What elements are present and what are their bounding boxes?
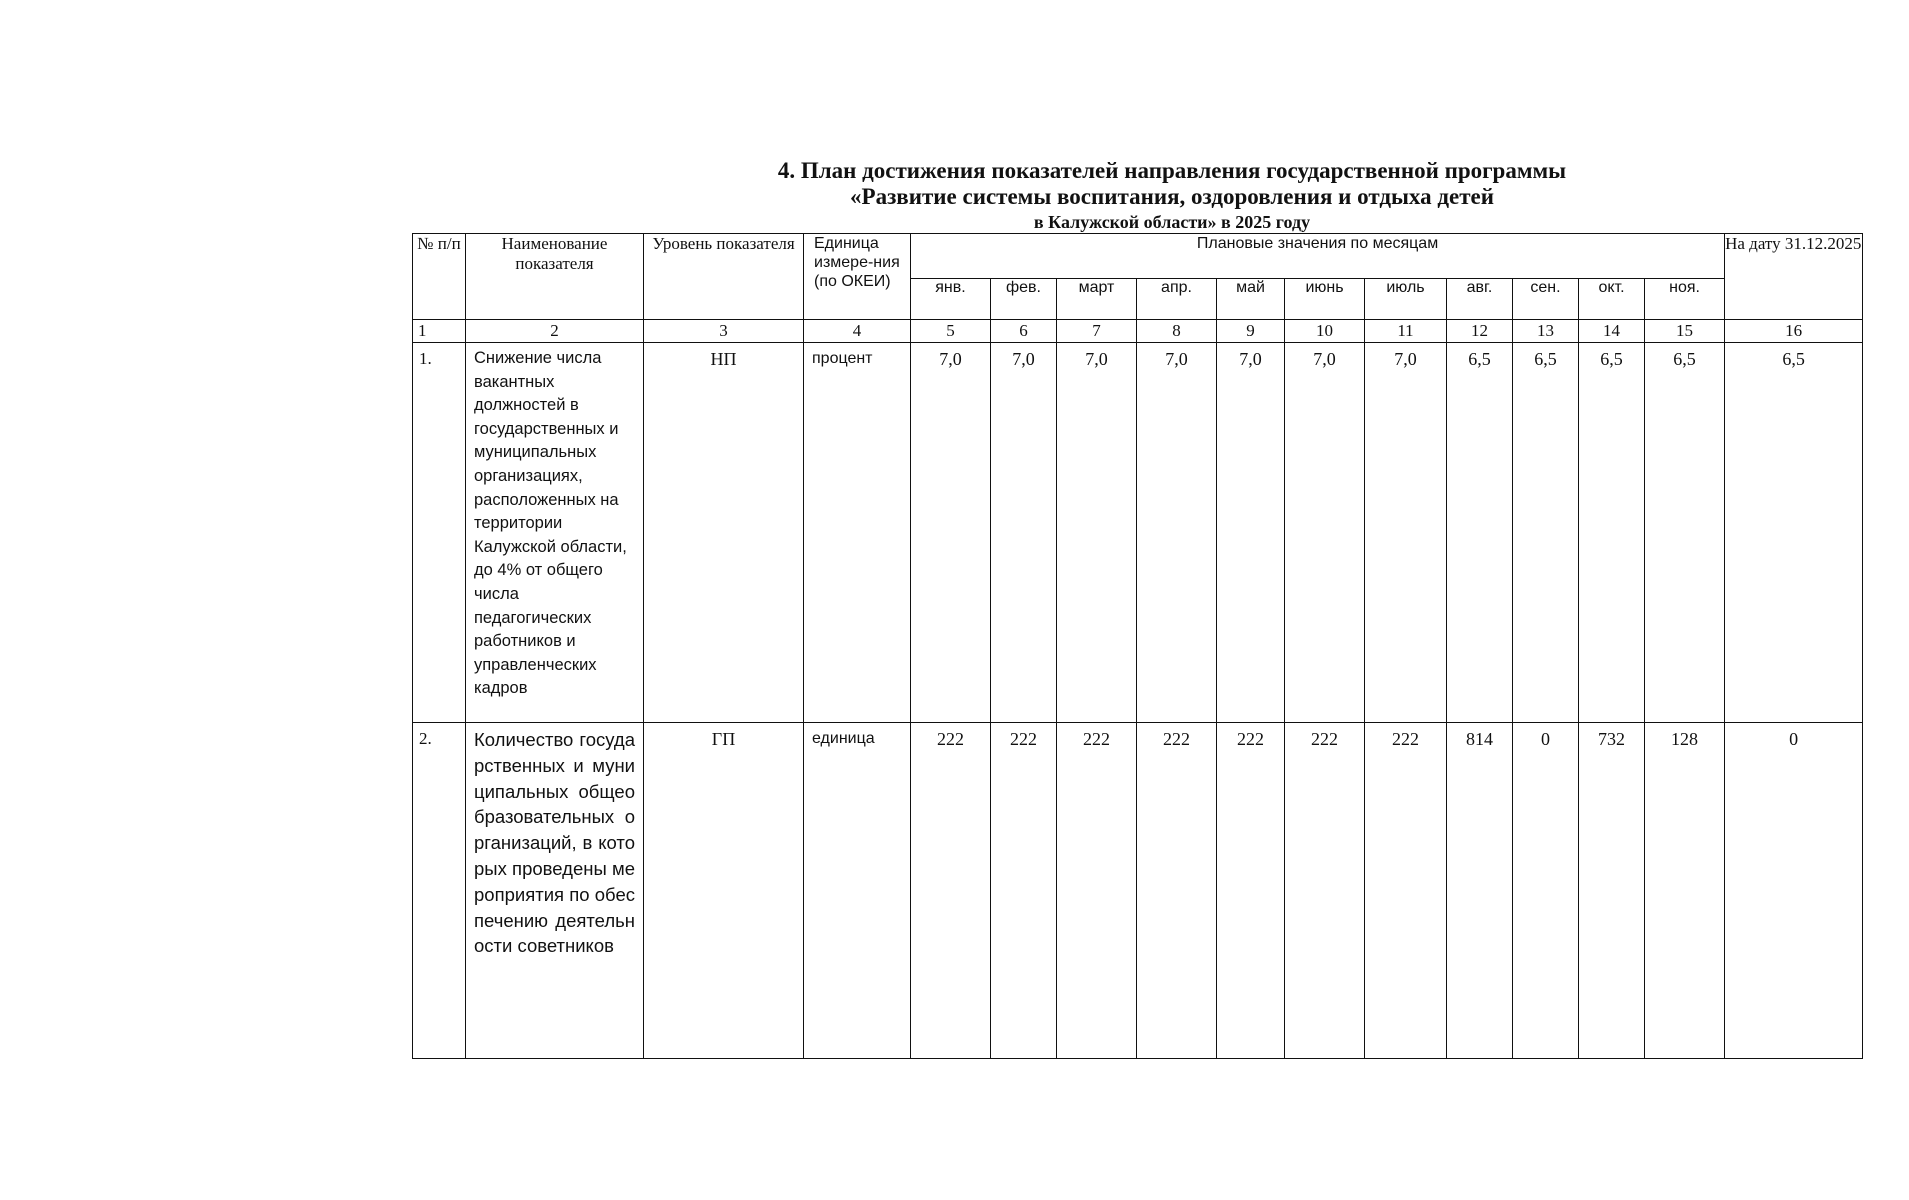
row-number: 2. <box>413 723 466 1059</box>
value-sep: 0 <box>1513 723 1579 1059</box>
value-may: 7,0 <box>1217 343 1285 723</box>
value-aug: 6,5 <box>1447 343 1513 723</box>
value-aug: 814 <box>1447 723 1513 1059</box>
value-oct: 732 <box>1579 723 1645 1059</box>
value-apr: 222 <box>1137 723 1217 1059</box>
column-number: 7 <box>1057 320 1137 343</box>
column-number: 8 <box>1137 320 1217 343</box>
value-sep: 6,5 <box>1513 343 1579 723</box>
document-title-line-1: 4. План достижения показателей направления государственной программы <box>777 158 1567 183</box>
column-number: 2 <box>466 320 644 343</box>
row-number: 1. <box>413 343 466 723</box>
month-jul: июль <box>1365 279 1447 320</box>
header-plan: Плановые значения по месяцам <box>911 234 1725 279</box>
indicator-level: ГП <box>644 723 804 1059</box>
value-feb: 7,0 <box>991 343 1057 723</box>
column-number: 9 <box>1217 320 1285 343</box>
value-feb: 222 <box>991 723 1057 1059</box>
value-final: 0 <box>1725 723 1863 1059</box>
value-mar: 7,0 <box>1057 343 1137 723</box>
column-number: 11 <box>1365 320 1447 343</box>
month-jun: июнь <box>1285 279 1365 320</box>
value-jun: 222 <box>1285 723 1365 1059</box>
indicator-unit: единица <box>804 723 911 1059</box>
month-sep: сен. <box>1513 279 1579 320</box>
month-oct: окт. <box>1579 279 1645 320</box>
table-header-row <box>413 234 1863 279</box>
document-title-line-3: в Калужской области» в 2025 году <box>1033 212 1311 232</box>
column-number: 13 <box>1513 320 1579 343</box>
value-apr: 7,0 <box>1137 343 1217 723</box>
header-unit: Единица измере-ния (по ОКЕИ) <box>804 234 911 320</box>
value-nov: 128 <box>1645 723 1725 1059</box>
value-jan: 7,0 <box>911 343 991 723</box>
value-mar: 222 <box>1057 723 1137 1059</box>
value-jul: 222 <box>1365 723 1447 1059</box>
indicator-name: Снижение числа вакантных должностей в государственных и муниципальных организациях, расположенных на территории Калужской области, до 4% от общего числа педагогических работников и управленческих кадров <box>466 343 644 723</box>
column-number: 4 <box>804 320 911 343</box>
column-number: 14 <box>1579 320 1645 343</box>
column-number: 12 <box>1447 320 1513 343</box>
month-mar: март <box>1057 279 1137 320</box>
value-nov: 6,5 <box>1645 343 1725 723</box>
month-aug: авг. <box>1447 279 1513 320</box>
header-level: Уровень показателя <box>644 234 804 320</box>
value-final: 6,5 <box>1725 343 1863 723</box>
column-number: 1 <box>413 320 466 343</box>
indicators-plan-table <box>412 233 1863 1059</box>
column-numbers-row <box>413 320 1863 343</box>
column-number: 10 <box>1285 320 1365 343</box>
value-jun: 7,0 <box>1285 343 1365 723</box>
column-number: 5 <box>911 320 991 343</box>
table-row <box>413 723 1863 1059</box>
header-date: На дату 31.12.2025 <box>1725 234 1863 320</box>
header-name: Наименование показателя <box>466 234 644 320</box>
value-oct: 6,5 <box>1579 343 1645 723</box>
month-nov: ноя. <box>1645 279 1725 320</box>
document-title-line-2: «Развитие системы воспитания, оздоровления и отдыха детей <box>850 184 1494 209</box>
value-jul: 7,0 <box>1365 343 1447 723</box>
indicator-unit: процент <box>804 343 911 723</box>
column-number: 15 <box>1645 320 1725 343</box>
indicator-name: Количество государственных и муниципальных общеобразовательных организаций, в которых проведены мероприятия по обеспечению деятельности советников <box>466 723 644 1059</box>
value-jan: 222 <box>911 723 991 1059</box>
month-may: май <box>1217 279 1285 320</box>
value-may: 222 <box>1217 723 1285 1059</box>
column-number: 3 <box>644 320 804 343</box>
table-row <box>413 343 1863 723</box>
header-no: № п/п <box>413 234 466 320</box>
column-number: 16 <box>1725 320 1863 343</box>
column-number: 6 <box>991 320 1057 343</box>
indicator-level: НП <box>644 343 804 723</box>
month-feb: фев. <box>991 279 1057 320</box>
month-jan: янв. <box>911 279 991 320</box>
month-apr: апр. <box>1137 279 1217 320</box>
